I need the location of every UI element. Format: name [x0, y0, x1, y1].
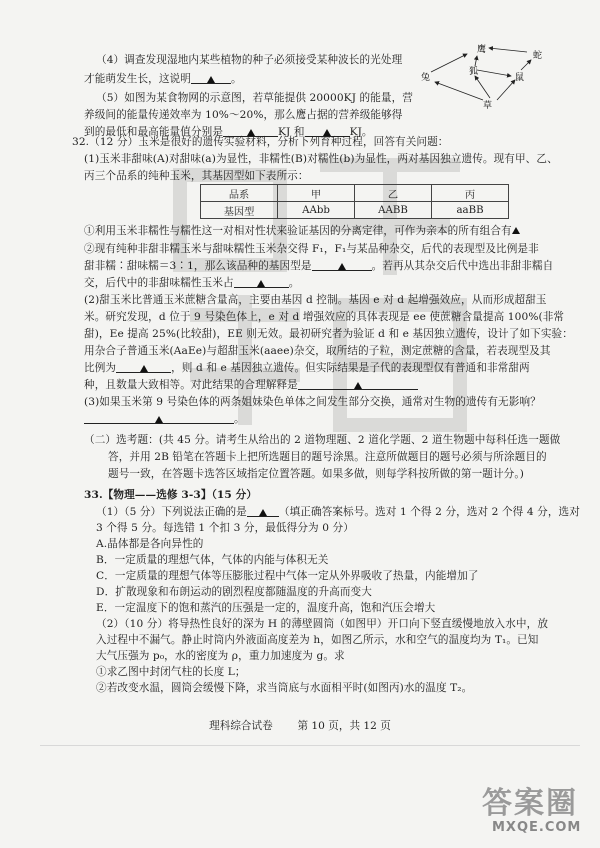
triangle-icon [259, 509, 267, 516]
q32-line: 米。研究发现，d 位于 9 号染色体上，e 对 d 增强效应的具体表现是 ee 使蔗糖含量提高 100%(非常 [84, 311, 565, 323]
answer-blank [84, 413, 234, 424]
elective-line: 题号一致，在答题卡选答区域指定位置答题。如果多做，则每学科按所做的第一题计分。) [108, 468, 524, 480]
fw-rabbit: 兔 [421, 73, 431, 83]
q33-option-e: E．一定温度下的饱和蒸汽的压强是一定的，温度升高，饱和汽压会增大 [96, 602, 436, 614]
q32-line: (1)玉米非甜味(A)对甜味(a)为显性，非糯性(B)对糯性(b)为显性，两对基因独立遗传。现有甲、乙、 [84, 153, 558, 165]
triangle-icon [257, 280, 265, 287]
table-row: 品系 甲 乙 丙 [201, 185, 509, 202]
q32-line: 比例为 ，则 d 和 e 基因独立遗传。但实际结果是子代的表现型仅有普通和非常甜两 [84, 362, 530, 374]
page-footer [0, 718, 600, 733]
elective-line: 答，并用 2B 铅笔在答题卡上把所选题目的题号涂黑。注意所做题目的题号必须与所涂题目的 [108, 451, 547, 463]
triangle-icon [207, 76, 215, 83]
q33-line: （2）（10 分）将导热性良好的深为 H 的薄壁圆筒（如图甲）开口向下竖直缓慢地放入水中，放 [96, 618, 549, 630]
q32-line: 交，后代中的非甜味糯性玉米占 。 [84, 277, 300, 289]
q33-line: （1）（5 分）下列说法正确的是 （填正确答案标号。选对 1 个得 2 分，选对 2 个得 4 分，选对 [96, 506, 580, 518]
q31-5-line2: 养级间的能量传递效率为 10%～20%，那么鹰占据的营养级能够得 [84, 109, 403, 121]
q33-option-b: B．一定质量的理想气体，气体的内能与体积无关 [96, 554, 329, 566]
triangle-icon [354, 382, 362, 389]
food-web-diagram [415, 40, 555, 110]
q33-option-a: A.晶体都是各向异性的 [96, 538, 204, 550]
q32-line: ①利用玉米非糯性与糯性这一对相对性状来验证基因的分离定律，可作为亲本的所有组合有 [84, 224, 520, 238]
q31-5-line3: 到的最低和最高能量值分别是 KJ 和 KJ。 [84, 126, 373, 138]
q33-line: 3 个得 5 分。每选错 1 个扣 3 分，最低得分为 0 分） [96, 522, 354, 534]
triangle-icon [512, 227, 520, 234]
q31-4-line1: （4）调查发现湿地内某些植物的种子必须接受某种波长的光处理 [96, 54, 403, 66]
genotype-table [200, 184, 509, 219]
q32-line: 。 [84, 412, 245, 426]
answer-blank [234, 277, 289, 288]
triangle-icon [140, 365, 148, 372]
q32-line: (3)如果玉米第 9 号染色体的两条姐妹染色单体之间发生部分交换，通常对生物的遗传有无影响？ [84, 396, 541, 408]
site-logo-text: 答案圈 [482, 786, 578, 821]
q32-line: 丙三个品系的纯种玉米，其基因型如下表所示： [84, 170, 309, 182]
q33-option-c: C．一定质量的理想气体等压膨胀过程中气体一定从外界吸收了热量，内能增加了 [96, 570, 479, 582]
table-row: 基因型 AAbb AABB aaBB [201, 202, 509, 219]
triangle-icon [155, 416, 163, 423]
fw-snake: 蛇 [533, 51, 543, 61]
q33-line: ①求乙图中封闭气柱的长度 L； [96, 666, 246, 678]
answer-blank [191, 73, 231, 84]
footer-page: 第 10 页，共 12 页 [297, 720, 391, 732]
q31-5-line1: （5）如图为某食物网的示意图，若草能提供 20000KJ 的能量，营 [96, 92, 413, 104]
fw-grass: 草 [483, 101, 493, 110]
q32-line: 用杂合子普通玉米(AaEe)与超甜玉米(aaee)杂交，取所结的子粒，测定蔗糖的含量，若表现型及其 [84, 345, 551, 357]
answer-blank [298, 379, 418, 390]
fw-hawk: 鹰 [477, 45, 487, 55]
fw-fox: 狐 [469, 67, 479, 77]
q32-heading: 32.（12 分）玉米是很好的遗传实验材料，分析下列育种过程，回答有关问题： [72, 136, 449, 148]
fw-mouse: 鼠 [515, 73, 525, 83]
q32-line: (2)甜玉米比普通玉米蔗糖含量高，主要由基因 d 控制。基因 e 对 d 起增强效应，从而形成超甜玉 [84, 294, 547, 306]
q33-line: 入过程中不漏气。静止时筒内外液面高度差为 h，如图乙所示，水和空气的温度均为 T₁。已知 [96, 634, 539, 646]
elective-line: （二）选考题：(共 45 分。请考生从给出的 2 道物理题、2 道化学题、2 道生物题中每科任选一题做 [84, 434, 561, 446]
q33-line: ②若改变水温，圆筒会缓慢下降，求当筒底与水面相平时(如图丙)水的温度 T₂。 [96, 682, 473, 694]
triangle-icon [338, 263, 346, 270]
q32-line: 甜)，Ee 提高 25%(比较甜)，EE 则无效。最初研究者为验证 d 和 e 基因独立遗传，设计了如下实验： [84, 328, 573, 340]
q33-heading: 33.【物理——选修 3-3】（15 分） [84, 489, 258, 501]
footer-title: 理科综合试卷 [209, 720, 273, 732]
q33-option-d: D．扩散现象和布朗运动的剧烈程度都随温度的升高而变大 [96, 586, 372, 598]
answer-blank [312, 260, 372, 271]
answer-blank [247, 506, 279, 517]
q31-4-line2: 才能萌发生长，这说明 。 [84, 73, 242, 85]
q32-line: 甜非糯∶甜味糯＝3∶1，那么该品种的基因型是 。若再从其杂交后代中选出非甜非糯自 [84, 260, 554, 272]
answer-blank [116, 362, 171, 373]
q32-line: ②现有纯种非甜非糯玉米与甜味糯性玉米杂交得 F₁，F₁与某品种杂交，后代的表现型及比例是非 [84, 243, 539, 255]
q33-line: 大气压强为 p₀，水的密度为 ρ，重力加速度为 g。求 [96, 650, 345, 662]
divider [40, 745, 580, 746]
site-logo-url: MXQE.COM [492, 820, 582, 835]
q32-line: 种，且数量大致相等。对此结果的合理解释是 [84, 378, 418, 392]
